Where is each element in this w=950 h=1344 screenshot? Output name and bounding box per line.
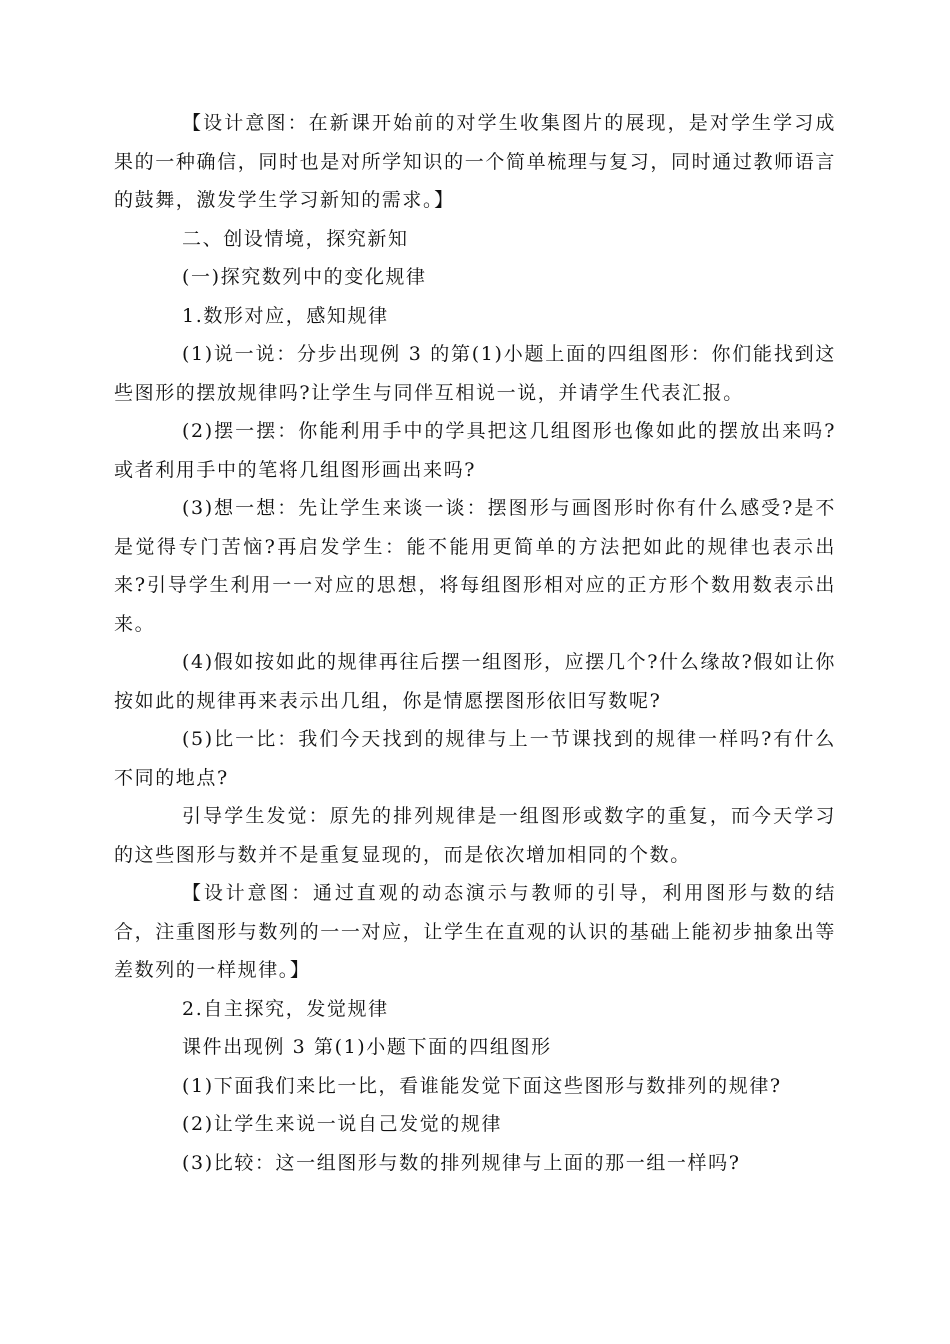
question-2: (2)让学生来说一说自己发觉的规律: [182, 1113, 503, 1135]
activity-think: (3)想一想：先让学生来谈一谈：摆图形与画图形时你有什么感受?是不是觉得专门苦恼?再启发学生：能不能用更简单的方法把如此的规律也表示出来?引导学生利用一一对应的思想，将每组图形相对应的正方形个数用数表示出来。: [114, 497, 836, 635]
activity-say: (1)说一说：分步出现例 3 的第(1)小题上面的四组图形：你们能找到这些图形的摆放规律吗?让学生与同伴互相说一说，并请学生代表汇报。: [114, 343, 836, 404]
design-intent-paragraph-2: 【设计意图：通过直观的动态演示与教师的引导，利用图形与数的结合，注重图形与数列的一一对应，让学生在直观的认识的基础上能初步抽象出等差数列的一样规律。】: [114, 882, 836, 981]
question-3: (3)比较：这一组图形与数的排列规律与上面的那一组一样吗?: [182, 1151, 741, 1174]
activity-compare: (5)比一比：我们今天找到的规律与上一节课找到的规律一样吗?有什么不同的地点?: [114, 728, 836, 789]
design-intent-paragraph-1: 【设计意图：在新课开始前的对学生收集图片的展现，是对学生学习成果的一种确信，同时也是对所学知识的一个简单梳理与复习，同时通过教师语言的鼓舞，激发学生学习新知的需求。】: [114, 112, 836, 211]
guidance-paragraph: 引导学生发觉：原先的排列规律是一组图形或数字的重复，而今天学习的这些图形与数并不是重复显现的，而是依次增加相同的个数。: [114, 805, 836, 866]
activity-continue: (4)假如按如此的规律再往后摆一组图形，应摆几个?什么缘故?假如让你按如此的规律再来表示出几组，你是情愿摆图形依旧写数呢?: [114, 651, 836, 712]
document-body: [114, 104, 836, 1182]
courseware-line: 课件出现例 3 第(1)小题下面的四组图形: [182, 1036, 552, 1058]
subsection-heading-one: (一)探究数列中的变化规律: [182, 266, 427, 288]
activity-arrange: (2)摆一摆：你能利用手中的学具把这几组图形也像如此的摆放出来吗?或者利用手中的笔将几组图形画出来吗?: [114, 420, 836, 481]
step-heading-1: 1.数形对应，感知规律: [182, 304, 389, 327]
step-heading-2: 2.自主探究，发觉规律: [182, 997, 389, 1020]
section-heading-two: 二、创设情境，探究新知: [182, 227, 409, 250]
question-1: (1)下面我们来比一比，看谁能发觉下面这些图形与数排列的规律?: [182, 1074, 782, 1097]
